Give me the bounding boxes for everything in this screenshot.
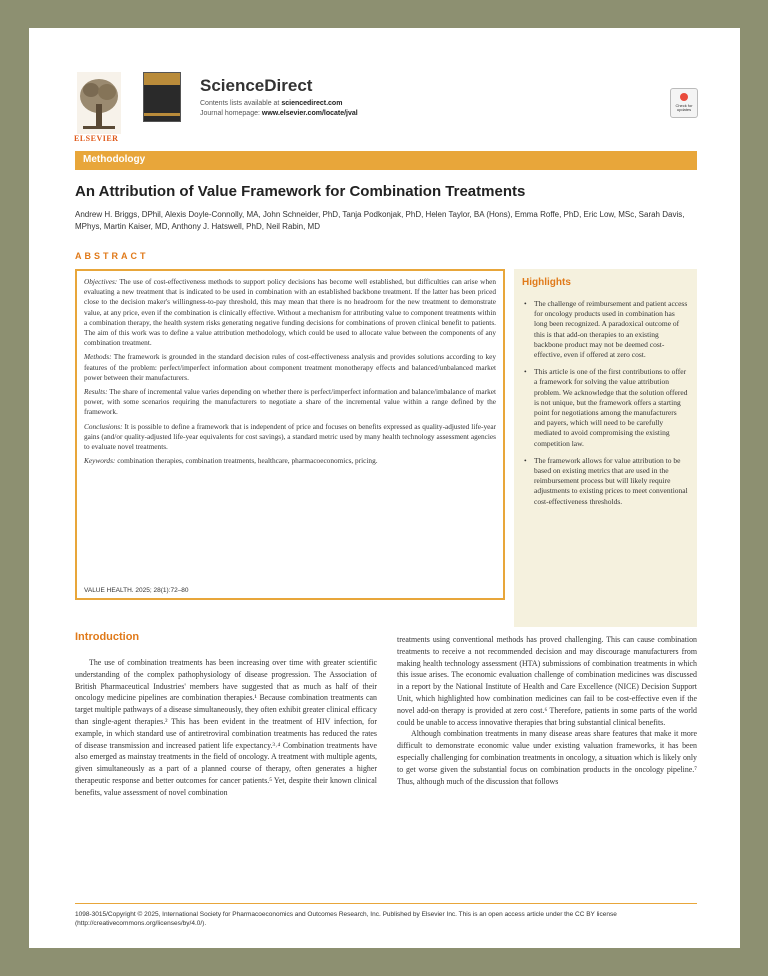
- abstract-conclusions: Conclusions: It is possible to define a framework that is independent of price and focuses on benefits expressed as quality-adjusted life-year gains (and/or quality-adjusted life-year equivalents for cost savings), a standard metric used by many health technology assessment agencies to evaluate novel treatments.: [84, 421, 496, 452]
- section-banner: [75, 151, 697, 170]
- elsevier-tree-logo-icon: [77, 72, 121, 134]
- journal-cover-thumbnail: [143, 72, 181, 122]
- body-column-left: [75, 657, 377, 799]
- footer-divider: [75, 903, 697, 904]
- author-list: Andrew H. Briggs, DPhil, Alexis Doyle-Connolly, MA, John Schneider, PhD, Tanja Podkonjak, PhD, Helen Taylor, BA (Hons), Emma Roffe, PhD, Eric Low, MSc, Sarah Davis, MPhys, Martin Kaiser, MD, Anthony J. Hatswell, PhD, Neil Rabin, MD: [75, 210, 685, 231]
- introduction-heading: Introduction: [75, 631, 140, 643]
- abstract-objectives: Objectives: The use of cost-effectiveness methods to support policy decisions has become well established, but difficulties can arise when evaluating a new treatment that is indicated to be used in combination with an established backbone treatment. If the latter has been priced close to the decision maker's willingness-to-pay threshold, this may mean that there is no headroom for the new treatment to demonstrate value, at any price, even if the combination is clinically effective. Without a mechanism for attributing value to component treatments within a combination therapy, the health system risks generating negative funding decisions for combinations of proven clinical benefit to patients. The aim of this work was to define a value attribution methodology, which could be used to allocate value between the components of any combination treatment.: [84, 277, 496, 348]
- body-paragraph: Although combination treatments in many disease areas share features that make it more difficult to demonstrate economic value under existing valuation frameworks, it has been especially challenging for combination treatments in oncology, a situation which is likely only to get worse given the substantial focus on combination products in the oncology pipeline.⁷ Thus, although much of the discussion that follows: [397, 729, 697, 786]
- article-page: [29, 28, 740, 948]
- abstract-keywords: Keywords: combination therapies, combination treatments, healthcare, pharmacoeconomics, pricing.: [84, 456, 378, 466]
- check-for-updates-button[interactable]: Check for updates: [670, 88, 698, 118]
- body-paragraph: The use of combination treatments has been increasing over time with greater scientific understanding of the complex pathophysiology of disease progression. The Association of British Pharmaceutical Industries' members have suggested that as much as half of their oncology medicine pipelines are combination therapies.¹ Because combination treatments can target multiple pathways of a disease simultaneously, they often exhibit greater clinical efficacy than single-agent therapies.² This has been evident in the treatment of HIV infection, for example, in which standard use of antiretroviral combination treatments has reduced the rates of disease transmission and increased patient life expectancy.³˒⁴ Combination treatments have also emerged as mainstay treatments in the field of oncology. A treatment with multiple agents, given simultaneously as a part of a planned course of therapy, often generates a higher therapeutic response and better outcomes for cancer patients.⁵ Yet, despite their known clinical benefits, value assessment of novel combination: [75, 658, 377, 797]
- journal-homepage-link[interactable]: www.elsevier.com/locate/jval: [261, 110, 358, 117]
- section-label: Methodology: [83, 154, 146, 165]
- body-column-right: [397, 634, 697, 787]
- highlights-box: [514, 269, 697, 627]
- abstract-methods: Methods: The framework is grounded in the standard decision rules of cost-effectiveness analysis and provides solutions according to key features of the problem: perfect/imperfect information about component treatment monotherapy effects and balanced/unbalanced market power between their manufacturers.: [84, 352, 496, 382]
- highlights-list: [522, 299, 689, 514]
- highlight-item: • The challenge of reimbursement and patient access for oncology products used in combination has long been recognized. A paradoxical outcome of this is that add-on therapies to an existing backbone product may not be deemed cost-effective, even if offered at zero cost.: [522, 299, 689, 360]
- sciencedirect-link[interactable]: sciencedirect.com: [281, 100, 343, 107]
- abstract-heading: ABSTRACT: [75, 251, 149, 261]
- article-title: An Attribution of Value Framework for Combination Treatments: [75, 183, 526, 200]
- highlight-item: • The framework allows for value attribution to be based on existing metrics that are used in the reimbursement process but will likely require adjustments to existing prices to meet conventional cost-effectiveness thresholds.: [522, 456, 689, 507]
- copyright-footer: 1098-3015/Copyright © 2025, International Society for Pharmacoeconomics and Outcomes Research, Inc. Published by Elsevier Inc. This is an open access article under the CC BY license (http://creativecommons.org/licenses/by/4.0/).: [75, 911, 617, 927]
- contents-line: Contents lists available at sciencedirect.com: [200, 100, 343, 107]
- publisher-name: ELSEVIER: [74, 134, 119, 143]
- homepage-line: Journal homepage: www.elsevier.com/locate/jval: [200, 110, 358, 117]
- body-paragraph: treatments using conventional methods has proved challenging. This can cause combination treatments to receive a not recommended decision and may discourage manufacturers from making health technology assessment (HTA) submissions of combination treatments in which this issue arises. The economic evaluation challenge of combination medicines was discussed in a report by the National Institute of Health and Care Excellence (NICE) Decision Support Unit, which highlighted how combination medicines can fail to be cost-effective even if the novel add-on therapy is provided at zero cost.⁶ Therefore, patients in some parts of the world could be unable to access innovative therapies that bring substantial clinical benefits.: [397, 635, 697, 727]
- update-badge-icon: [680, 93, 688, 101]
- abstract-results: Results: The share of incremental value varies depending on whether there is perfect/imperfect information and balance/imbalance of market power, with some scenarios requiring the manufacturers to negotiate a share of the incremental value within a range defined by the framework.: [84, 387, 496, 417]
- abstract-box: [75, 269, 505, 600]
- highlight-item: • This article is one of the first contributions to offer a framework for solving the value attribution problem. We acknowledge that the solution offered is not unique, but the framework offers a starting point for negotiations among the manufacturers and payers, which will need to be carefully mediated to avoid compromising the existing competition law.: [522, 367, 689, 449]
- highlights-title: Highlights: [522, 277, 571, 288]
- site-title: ScienceDirect: [200, 76, 313, 95]
- journal-citation: VALUE HEALTH. 2025; 28(1):72–80: [84, 587, 189, 594]
